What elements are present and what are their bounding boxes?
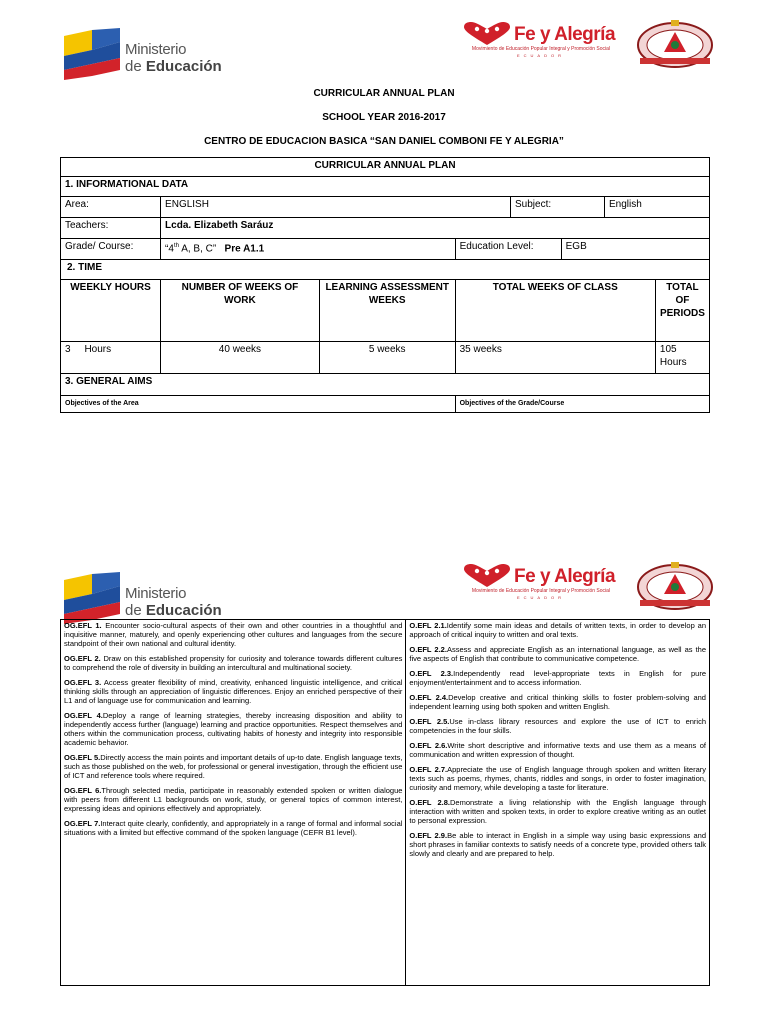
ministerio-text: Ministerio — [125, 41, 187, 58]
school-seal-icon — [636, 560, 714, 610]
grade-objective — [409, 831, 706, 858]
time-value-assessment-weeks: 5 weeks — [319, 342, 455, 374]
ministerio-logo — [64, 28, 224, 78]
grade-objective — [409, 693, 706, 711]
section-time: 2. TIME — [61, 260, 710, 280]
educacion-text: de Educación — [125, 58, 222, 75]
area-objective-code: OG.EFL 2. — [64, 654, 101, 663]
time-value-weeks-of-work: 40 weeks — [161, 342, 320, 374]
section-informational-data: 1. INFORMATIONAL DATA — [61, 177, 710, 197]
fe-y-alegria-country: ECUADOR — [516, 595, 565, 600]
area-objective-code: OG.EFL 3. — [64, 678, 102, 687]
grade-objective-code: O.EFL 2.8. — [409, 798, 450, 807]
grade-objective-text: Appreciate the use of English language through spoken and written literary texts such as poems, rhymes, chants, riddles and songs, in order to foster imagination, curiosity and memory, while developing a taste for literature. — [409, 765, 706, 792]
area-objective-code: OG.EFL 1. — [64, 621, 102, 630]
area-objective — [64, 753, 402, 780]
grade-objective-code: O.EFL 2.5. — [409, 717, 450, 726]
fe-y-alegria-name: Fe y Alegría — [514, 566, 616, 587]
time-header-total-periods: TOTAL OF PERIODS — [655, 280, 709, 342]
objectives-area-column — [61, 620, 406, 986]
grade-objective — [409, 669, 706, 687]
area-objective-text: Encounter socio-cultural aspects of their own and other countries in a thoughtful and inquisitive manner, maturely, and openly experiencing other cultures and languages from the secure standpoint of their own national and cultural identity. — [64, 621, 403, 648]
ecuador-flag-icon — [64, 572, 122, 624]
fe-y-alegria-logo — [462, 22, 620, 62]
grade-value: “4th A, B, C” Pre A1.1 — [161, 239, 456, 260]
fe-y-alegria-name: Fe y Alegría — [514, 24, 616, 45]
grade-objective-code: O.EFL 2.4. — [409, 693, 449, 702]
ecuador-flag-icon — [64, 28, 122, 80]
area-objective-text: Directly access the main points and important details of up-to date. English language texts, such as those published on the web, for professional or general investigation, through the efficient use of ICT and reference tools where required. — [64, 753, 403, 780]
fe-y-alegria-country: ECUADOR — [516, 53, 565, 58]
fe-y-alegria-subtitle: Movimiento de Educación Popular Integral y Promoción Social — [471, 46, 611, 52]
grade-objective — [409, 645, 706, 663]
grade-label: Grade/ Course: — [61, 239, 161, 260]
grade-objective-text: Identify some main ideas and details of written texts, in order to develop an approach of critical inquiry to written and oral texts. — [409, 621, 706, 639]
grade-level: Pre A1.1 — [224, 243, 265, 255]
objectives-grade-column — [406, 620, 710, 986]
grade-objective — [409, 717, 706, 735]
objectives-grade-header: Objectives of the Grade/Course — [455, 396, 709, 413]
teachers-value: Lcda. Elizabeth Saráuz — [161, 218, 710, 239]
area-objective — [64, 678, 402, 705]
grade-objective-code: O.EFL 2.7. — [409, 765, 448, 774]
aims-table — [60, 619, 710, 986]
area-objective — [64, 819, 402, 837]
grade-objective-code: O.EFL 2.2. — [409, 645, 447, 654]
area-objective-code: OG.EFL 5. — [64, 753, 101, 762]
grade-objective — [409, 621, 706, 639]
ministerio-logo-page2 — [64, 572, 224, 622]
section-general-aims: 3. GENERAL AIMS — [61, 374, 710, 396]
objectives-area-header: Objectives of the Area — [61, 396, 456, 413]
area-objective-text: Through selected media, participate in reasonably extended spoken or written dialogue with peers from different L1 backgrounds on work, study, or general topics of common interest, expressing ideas and opinions effectively and appropriately. — [64, 786, 403, 813]
education-level-value: EGB — [561, 239, 709, 260]
time-header-total-weeks: TOTAL WEEKS OF CLASS — [455, 280, 655, 342]
heart-children-icon — [462, 564, 512, 588]
school-seal-icon — [636, 18, 714, 68]
area-objective — [64, 711, 402, 747]
grade-objective-text: Develop creative and critical thinking skills to foster problem-solving and independent learning using both spoken and written English. — [409, 693, 706, 711]
time-value-weekly-hours: 3 Hours — [61, 342, 161, 374]
school-name: CENTRO DE EDUCACION BASICA “SAN DANIEL COMBONI FE Y ALEGRIA” — [204, 136, 564, 147]
area-label: Area: — [61, 197, 161, 218]
subject-value: English — [604, 197, 709, 218]
grade-objective-text: Write short descriptive and informative texts and use them as a means of communication and written expression of thought. — [409, 741, 707, 759]
area-objective — [64, 654, 402, 672]
time-header-weekly-hours: WEEKLY HOURS — [61, 280, 161, 342]
grade-objective-code: O.EFL 2.6. — [409, 741, 448, 750]
area-objective-text: Access greater flexibility of mind, creativity, enhanced linguistic intelligence, and critical thinking skills through an appreciation of linguistic differences. Enjoy an enriched perspective of their L1 and of language use for communication and learning. — [64, 678, 403, 705]
grade-objective-text: Demonstrate a living relationship with the English language through interaction with written and spoken texts, in order to explore creative writing as an outlet to personal expression. — [409, 798, 706, 825]
area-objective-text: Deploy a range of learning strategies, thereby increasing disposition and ability to independently access further (language) learning and practice opportunities. Respect themselves and others within the communication process, cultivating habits of honesty and integrity into responsible academic behavior. — [64, 711, 403, 747]
heart-children-icon — [462, 22, 512, 46]
time-value-total-weeks: 35 weeks — [455, 342, 655, 374]
subject-label: Subject: — [511, 197, 605, 218]
educacion-text: de Educación — [125, 602, 222, 619]
school-year: SCHOOL YEAR 2016-2017 — [322, 112, 446, 123]
area-value: ENGLISH — [161, 197, 511, 218]
time-header-assessment-weeks: LEARNING ASSESSMENT WEEKS — [319, 280, 455, 342]
teachers-label: Teachers: — [61, 218, 161, 239]
area-objective-code: OG.EFL 4. — [64, 711, 103, 720]
fe-y-alegria-logo-page2 — [462, 564, 620, 604]
fe-y-alegria-subtitle: Movimiento de Educación Popular Integral y Promoción Social — [471, 588, 611, 594]
grade-objective-text: Independently read level-appropriate texts in English for pure enjoyment/entertainment and to access information. — [409, 669, 706, 687]
time-header-weeks-of-work: NUMBER OF WEEKS OF WORK — [161, 280, 320, 342]
grade-objective-text: Be able to interact in English in a simple way using basic expressions and short phrases in familiar contexts to satisfy needs of a concrete type, provided others talk slowly and clearly and are prepared to help. — [409, 831, 706, 858]
area-objective-text: Draw on this established propensity for curiosity and tolerance towards different cultures to comprehend the role of diversity in building an intercultural and multinational society. — [64, 654, 403, 672]
grade-objective-text: Assess and appreciate English as an international language, as well as the five aspects of English that contribute to communicative competence. — [409, 645, 707, 663]
grade-objective-code: O.EFL 2.1. — [409, 621, 447, 630]
document-title: CURRICULAR ANNUAL PLAN — [313, 88, 455, 99]
area-objective — [64, 786, 402, 813]
time-value-total-periods: 105 Hours — [655, 342, 709, 374]
plan-table-title: CURRICULAR ANNUAL PLAN — [61, 158, 710, 177]
ministerio-text: Ministerio — [125, 585, 187, 602]
grade-objective-code: O.EFL 2.3. — [409, 669, 454, 678]
grade-objective — [409, 798, 706, 825]
grade-objective — [409, 741, 706, 759]
area-objective — [64, 621, 402, 648]
education-level-label: Education Level: — [455, 239, 561, 260]
grade-objective — [409, 765, 706, 792]
area-objective-code: OG.EFL 6. — [64, 786, 102, 795]
grade-objective-text: Use in-class library resources and explore the use of ICT to enrich competencies in the four skills. — [409, 717, 706, 735]
plan-table — [60, 157, 710, 413]
area-objective-code: OG.EFL 7. — [64, 819, 101, 828]
grade-objective-code: O.EFL 2.9. — [409, 831, 448, 840]
area-objective-text: Interact quite clearly, confidently, and appropriately in a range of formal and informal social situations with a limited but effective command of the spoken language (CEFR B1 level). — [64, 819, 403, 837]
